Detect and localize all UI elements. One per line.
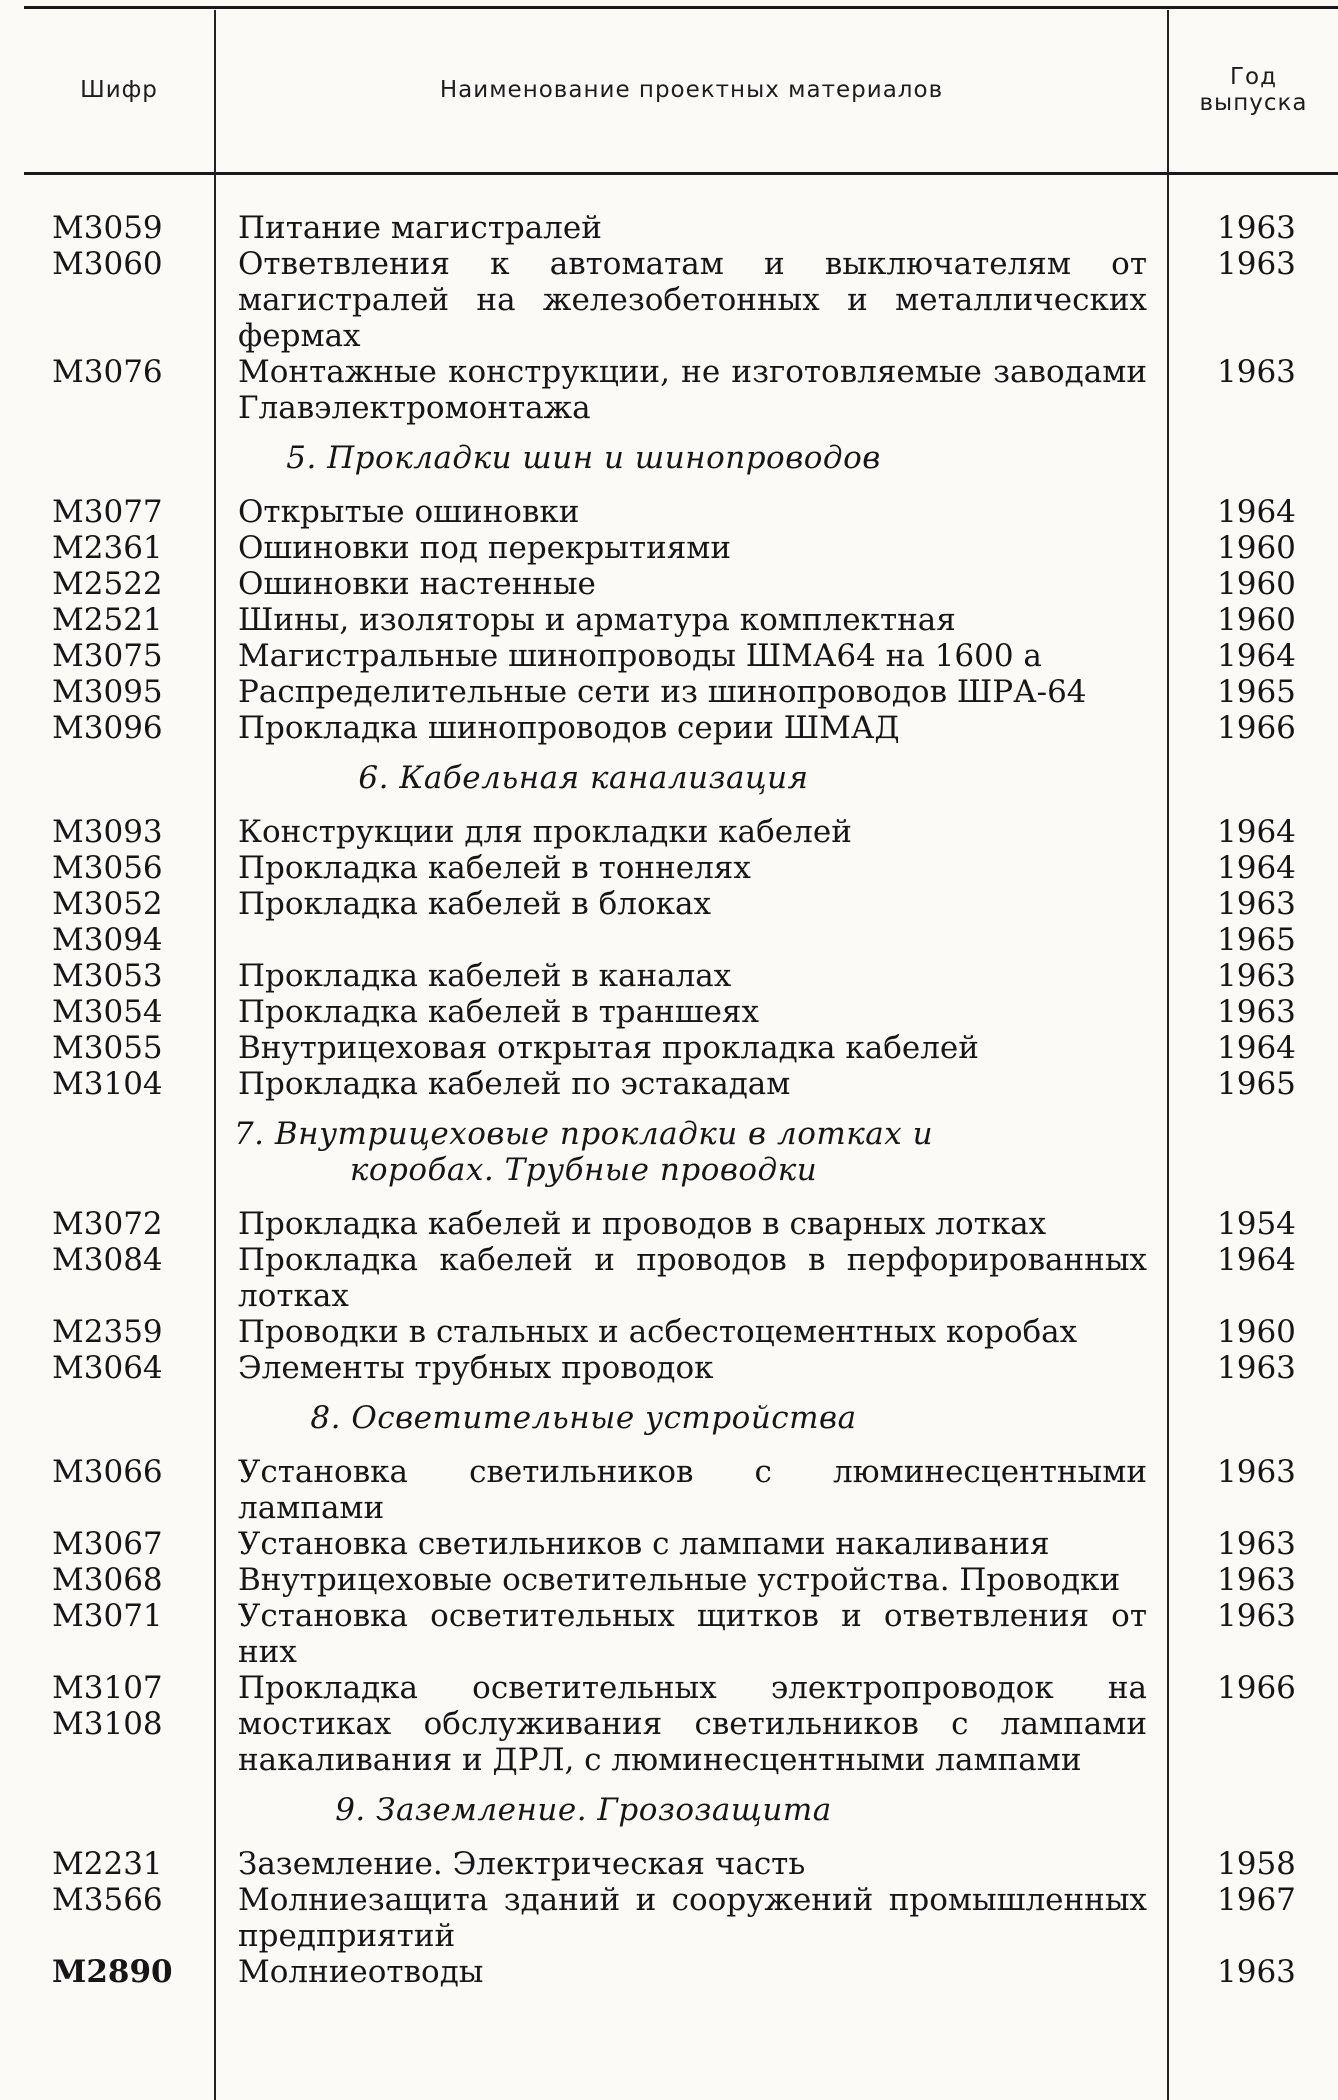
year-value: 1965 <box>1217 1066 1296 1102</box>
code-value: М3077 <box>52 494 163 530</box>
row-name: Монтажные конструкции, не изготовляемые заводами Главэлектромонтажа <box>238 354 1147 426</box>
row-year <box>1167 638 1338 674</box>
row-year <box>1167 710 1338 746</box>
header-year-line2: выпуска <box>1199 90 1308 116</box>
row-name: Питание магистралей <box>238 210 602 246</box>
row-code <box>0 958 214 994</box>
row-name: Прокладка кабелей в траншеях <box>238 994 759 1030</box>
row-name: Распределительные сети из шинопроводов ШРА-64 <box>238 674 1087 710</box>
section-heading: 6. Кабельная канализация <box>358 760 809 796</box>
year-value: 1963 <box>1217 1526 1296 1562</box>
row-name: Магистральные шинопроводы ШМА64 на 1600 а <box>238 638 1042 674</box>
table-row <box>0 1454 1338 1526</box>
row-year <box>1167 1066 1338 1102</box>
year-value: 1960 <box>1217 602 1296 638</box>
row-code <box>0 1206 214 1242</box>
year-value: 1963 <box>1217 886 1296 922</box>
table-row <box>0 1526 1338 1562</box>
table-row <box>0 1206 1338 1242</box>
table-row <box>0 710 1338 746</box>
row-code <box>0 354 214 426</box>
table-row <box>0 850 1338 886</box>
row-code <box>0 1066 214 1102</box>
code-value: М3064 <box>52 1350 163 1386</box>
year-value: 1958 <box>1217 1846 1296 1882</box>
row-name: Прокладка кабелей и проводов в перфорированных лотках <box>238 1242 1147 1314</box>
table-row <box>0 246 1338 354</box>
table-row <box>0 1846 1338 1882</box>
year-value: 1966 <box>1217 710 1296 746</box>
table-row <box>0 494 1338 530</box>
table-row <box>0 1350 1338 1386</box>
year-value: 1964 <box>1217 1242 1296 1278</box>
year-value: 1964 <box>1217 494 1296 530</box>
row-name: Открытые ошиновки <box>238 494 580 530</box>
row-year <box>1167 1562 1338 1598</box>
row-code <box>0 530 214 566</box>
table-row <box>0 994 1338 1030</box>
year-value: 1963 <box>1217 1598 1296 1634</box>
row-year <box>1167 1526 1338 1562</box>
code-value: М3095 <box>52 674 163 710</box>
row-code <box>0 1598 214 1670</box>
year-value: 1954 <box>1217 1206 1296 1242</box>
row-year <box>1167 1670 1338 1778</box>
row-year <box>1167 814 1338 850</box>
row-year <box>1167 566 1338 602</box>
table-body <box>0 210 1338 1990</box>
row-code <box>0 814 214 850</box>
table-row <box>0 1314 1338 1350</box>
section-heading: 7. Внутрицеховые прокладки в лотках и коробах. Трубные проводки <box>233 1116 934 1188</box>
year-value: 1965 <box>1217 922 1296 958</box>
row-year <box>1167 602 1338 638</box>
year-value: 1963 <box>1217 1454 1296 1490</box>
year-value: 1964 <box>1217 850 1296 886</box>
table-row <box>0 638 1338 674</box>
row-name: Прокладка осветительных электропроводок на мостиках обслуживания светильников с лампами накаливания и ДРЛ, с люминесцентными лампами <box>238 1670 1147 1778</box>
row-code <box>0 1314 214 1350</box>
row-name: Ошиновки настенные <box>238 566 596 602</box>
row-code <box>0 1350 214 1386</box>
row-year <box>1167 1206 1338 1242</box>
row-year <box>1167 1846 1338 1882</box>
year-value: 1965 <box>1217 674 1296 710</box>
row-code <box>0 886 214 958</box>
code-value: М2522 <box>52 566 163 602</box>
year-value: 1963 <box>1217 1562 1296 1598</box>
year-value: 1964 <box>1217 814 1296 850</box>
code-value: М2231 <box>52 1846 163 1882</box>
row-year <box>1167 886 1338 958</box>
table-row <box>0 1242 1338 1314</box>
table-row <box>0 814 1338 850</box>
year-value: 1963 <box>1217 994 1296 1030</box>
row-name: Внутрицеховая открытая прокладка кабелей <box>238 1030 979 1066</box>
year-value: 1960 <box>1217 566 1296 602</box>
code-value: М3108 <box>52 1706 163 1742</box>
code-value: М3054 <box>52 994 163 1030</box>
row-name: Прокладка кабелей в блоках <box>238 886 711 922</box>
year-value: 1963 <box>1217 246 1296 282</box>
row-name: Ответвления к автоматам и выключателям от магистралей на железобетонных и металлических фермах <box>238 246 1147 354</box>
code-value: М3052 <box>52 886 163 922</box>
row-year <box>1167 1454 1338 1526</box>
code-value: М3060 <box>52 246 163 282</box>
row-year <box>1167 1242 1338 1314</box>
row-year <box>1167 494 1338 530</box>
code-value: М3059 <box>52 210 163 246</box>
year-value: 1966 <box>1217 1670 1296 1706</box>
row-code <box>0 1562 214 1598</box>
code-value: М3107 <box>52 1670 163 1706</box>
row-name: Установка светильников с люминесцентными лампами <box>238 1454 1147 1526</box>
row-name: Прокладка кабелей в каналах <box>238 958 732 994</box>
year-value: 1963 <box>1217 1350 1296 1386</box>
row-name: Заземление. Электрическая часть <box>238 1846 806 1882</box>
row-code <box>0 1882 214 1954</box>
row-name: Прокладка кабелей и проводов в сварных лотках <box>238 1206 1047 1242</box>
code-value: М3075 <box>52 638 163 674</box>
row-name: Установка осветительных щитков и ответвления от них <box>238 1598 1147 1670</box>
code-value: М3104 <box>52 1066 163 1102</box>
table-row <box>0 1030 1338 1066</box>
table-row <box>0 1670 1338 1778</box>
table-row <box>0 354 1338 426</box>
row-name: Прокладка шинопроводов серии ШМАД <box>238 710 900 746</box>
code-value: М3053 <box>52 958 163 994</box>
table-row <box>0 1954 1338 1990</box>
code-value: М3066 <box>52 1454 163 1490</box>
table-row <box>0 886 1338 958</box>
row-name: Прокладка кабелей по эстакадам <box>238 1066 791 1102</box>
row-code <box>0 638 214 674</box>
row-name: Молниеотводы <box>238 1954 484 1990</box>
code-value: М3076 <box>52 354 163 390</box>
header-bottom-rule <box>24 172 1338 175</box>
row-year <box>1167 530 1338 566</box>
table-row <box>0 1882 1338 1954</box>
row-year <box>1167 1314 1338 1350</box>
header-year-line1: Год <box>1229 64 1277 91</box>
row-year <box>1167 354 1338 426</box>
row-name: Проводки в стальных и асбестоцементных коробах <box>238 1314 1078 1350</box>
code-value: М3072 <box>52 1206 163 1242</box>
row-year <box>1167 210 1338 246</box>
year-value: 1960 <box>1217 530 1296 566</box>
table-row <box>0 1066 1338 1102</box>
row-code <box>0 710 214 746</box>
table-row <box>0 1562 1338 1598</box>
row-year <box>1167 246 1338 354</box>
row-code <box>0 994 214 1030</box>
code-value: М2359 <box>52 1314 163 1350</box>
row-name: Ошиновки под перекрытиями <box>238 530 732 566</box>
header-code: Шифр <box>80 77 158 104</box>
table-row <box>0 566 1338 602</box>
row-code <box>0 674 214 710</box>
year-value: 1960 <box>1217 1314 1296 1350</box>
year-value: 1964 <box>1217 638 1296 674</box>
table-top-rule <box>24 6 1338 9</box>
row-code <box>0 1526 214 1562</box>
code-value: М3093 <box>52 814 163 850</box>
code-value: М3071 <box>52 1598 163 1634</box>
code-value: М3096 <box>52 710 163 746</box>
code-value: М3067 <box>52 1526 163 1562</box>
row-code <box>0 850 214 886</box>
code-value: М3056 <box>52 850 163 886</box>
row-code <box>0 494 214 530</box>
row-code <box>0 1670 214 1778</box>
code-value: М2521 <box>52 602 163 638</box>
row-year <box>1167 1598 1338 1670</box>
row-year <box>1167 958 1338 994</box>
code-value: М3566 <box>52 1882 163 1918</box>
row-code <box>0 246 214 354</box>
year-value: 1967 <box>1217 1882 1296 1918</box>
row-code <box>0 1846 214 1882</box>
row-year <box>1167 850 1338 886</box>
row-name: Установка светильников с лампами накаливания <box>238 1526 1050 1562</box>
table-row <box>0 602 1338 638</box>
row-year <box>1167 1030 1338 1066</box>
code-value: М3068 <box>52 1562 163 1598</box>
row-code <box>0 1954 214 1990</box>
row-code <box>0 602 214 638</box>
code-value: М2361 <box>52 530 163 566</box>
row-name: Элементы трубных проводок <box>238 1350 714 1386</box>
code-value: М3084 <box>52 1242 163 1278</box>
row-code <box>0 1030 214 1066</box>
row-code <box>0 1242 214 1314</box>
section-heading: 9. Заземление. Грозозащита <box>335 1792 832 1828</box>
year-value: 1963 <box>1217 1954 1296 1990</box>
table-row <box>0 530 1338 566</box>
section-heading: 8. Осветительные устройства <box>310 1400 857 1436</box>
year-value: 1963 <box>1217 958 1296 994</box>
row-year <box>1167 674 1338 710</box>
row-name: Конструкции для прокладки кабелей <box>238 814 852 850</box>
row-year <box>1167 1350 1338 1386</box>
row-name: Внутрицеховые осветительные устройства. Проводки <box>238 1562 1121 1598</box>
table-row <box>0 210 1338 246</box>
section-heading: 5. Прокладки шин и шинопроводов <box>286 440 881 476</box>
table-row <box>0 1598 1338 1670</box>
table-row <box>0 958 1338 994</box>
header-name: Наименование проектных материалов <box>439 77 944 104</box>
row-name: Молниезащита зданий и сооружений промышленных предприятий <box>238 1882 1147 1954</box>
table-row <box>0 674 1338 710</box>
header-year <box>1169 10 1338 172</box>
row-year <box>1167 1882 1338 1954</box>
row-year <box>1167 1954 1338 1990</box>
code-value: М3094 <box>52 922 163 958</box>
row-name: Прокладка кабелей в тоннелях <box>238 850 751 886</box>
year-value: 1963 <box>1217 210 1296 246</box>
year-value: 1963 <box>1217 354 1296 390</box>
row-code <box>0 566 214 602</box>
row-code <box>0 210 214 246</box>
code-value: М3055 <box>52 1030 163 1066</box>
year-value: 1964 <box>1217 1030 1296 1066</box>
row-year <box>1167 994 1338 1030</box>
row-name: Шины, изоляторы и арматура комплектная <box>238 602 956 638</box>
row-code <box>0 1454 214 1526</box>
code-value: М2890 <box>52 1954 173 1990</box>
